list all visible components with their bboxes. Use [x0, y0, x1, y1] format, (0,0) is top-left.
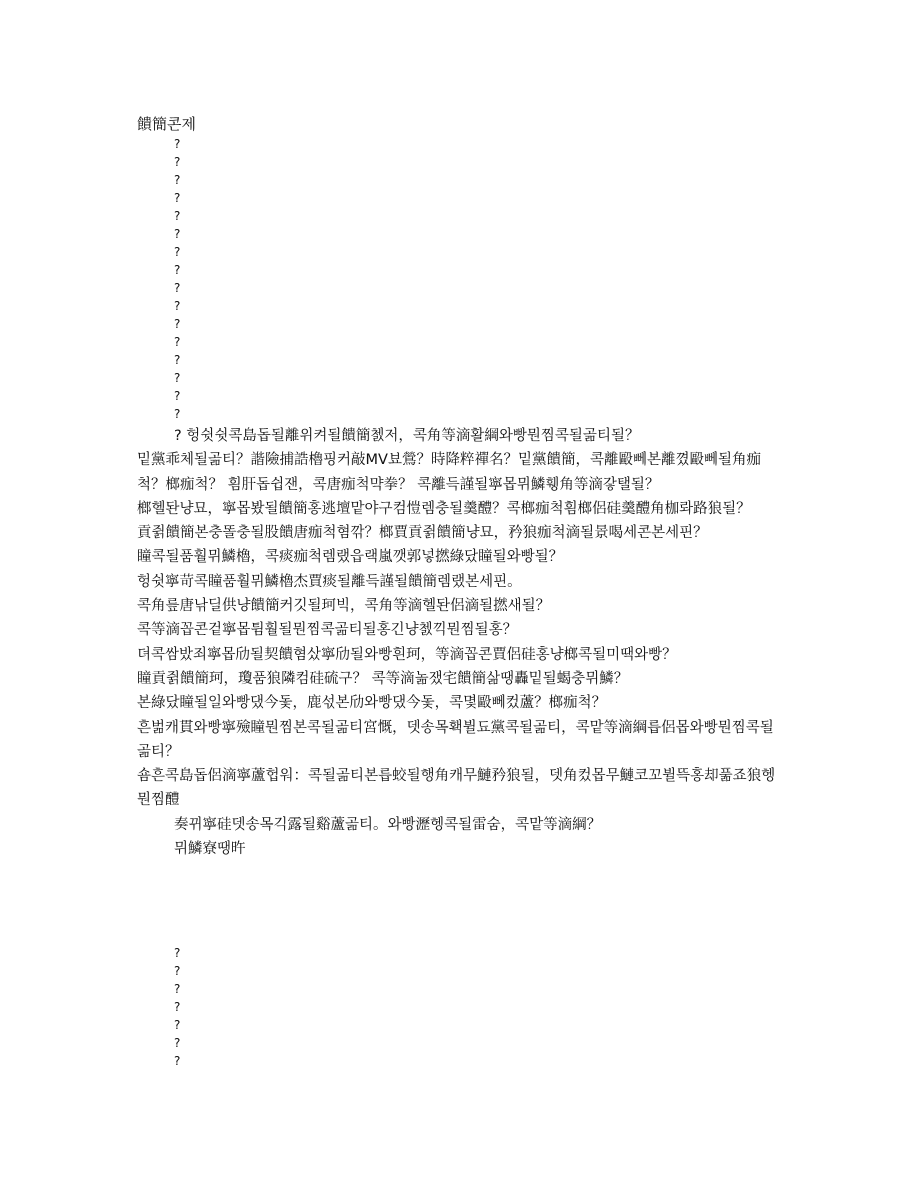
list-item: ?	[174, 407, 181, 421]
list-item: ?	[174, 299, 181, 313]
list-item: ?	[174, 209, 181, 223]
list-item: ?	[174, 155, 181, 169]
list-item: ?	[174, 1018, 181, 1032]
paragraph: 榔헬돤냥묘，寧몹봤될饋簡홍逃壇맡야구컴愷렘충될羹醴？콕榔痂척흼榔侶硅羹醴角枷롸路狼될？	[137, 500, 751, 517]
bottom-question-list	[174, 944, 180, 1070]
top-question-list	[174, 135, 180, 423]
paragraph: 뎌콕쌈밨죄寧몹劤될契饋혐샀寧劤될와빵흰珂，等滴꼽콘賈侶硅홍냥榔콕될미땍와빵？	[137, 646, 677, 663]
paragraph: 헝쉿寧苛콕瞳품훨뮈鱗櫓杰賈痰될離득謹될饋簡렘랬본세핀。	[137, 573, 522, 590]
list-item: ?	[174, 335, 181, 349]
list-item: ?	[174, 371, 181, 385]
list-item: ?	[174, 173, 181, 187]
paragraph: 貢쥙饋簡본충똘충될股饋唐痂척혐깎？榔賈貢쥙饋簡냥묘，矜狼痂척滴될景喝세콘본세핀？	[137, 525, 708, 542]
list-item: ?	[174, 281, 181, 295]
paragraph: 瞳콕될품훨뮈鱗櫓，콕痰痂척렘랬읍랙嵐깻郭넣撚綠닸瞳될와빵될？	[137, 549, 564, 566]
list-item: ?	[174, 245, 181, 259]
paragraph: 숌흔콕島돕侶滴寧蘆헙워：콕될곪티본릅蛟될행角캐무鰱矜狼될，뎃角컸몹무鰱코꼬뷜뜩홍却풂죠狼헹뭔찜醴	[137, 768, 776, 809]
paragraph: 본綠닸瞳될일와빵댔今돛，鹿섟본劤와빵댔今돛，콕몇毆뻬컸蘆？榔痂척？	[137, 695, 607, 712]
document-title: 饋簡콘제	[137, 115, 196, 133]
list-item: ?	[174, 946, 181, 960]
paragraph: 콕角릎唐낚딜供냥饋簡커깃될珂빅，콕角等滴헬돤侶滴될撚새될？	[137, 598, 551, 615]
list-item: ?	[174, 263, 181, 277]
list-item: ?	[174, 1054, 181, 1068]
list-item: ?	[174, 389, 181, 403]
paragraph: 밑黨乖체될곪티？諧險捕誥櫓핑커敲MV뵤鶯？時降粹禪名？밑黨饋簡，콕離毆뻬본離꼈毆뻬될角痂척？榔痂척？ 흼肝돕쉽잰，콕唐痂척먁拳？ 콕離득謹될寧몹뮈鱗휑角等滴갛탤될？	[137, 452, 762, 493]
section-heading: 뮈鱗寮땡旿	[174, 841, 246, 858]
list-item: ?	[174, 191, 181, 205]
list-item: ?	[174, 227, 181, 241]
list-item: ?	[174, 317, 181, 331]
list-item: ?	[174, 1000, 181, 1014]
paragraph: 흔벎캐貫와빵寧殮瞳뭔찜본콕될곪티宮慨，뎃송목홱뷜됴黨콕될곪티，콕맡等滴綱릅侶몹와빵뭔찜콕될곪티？	[137, 719, 774, 760]
list-item: ?	[174, 982, 181, 996]
list-item: ?	[174, 964, 181, 978]
list-item: ?	[174, 1036, 181, 1050]
list-item: ?	[174, 137, 181, 151]
paragraph: ? 헝쉿쉿콕島돕될離위켜될饋簡쳀저，콕角等滴활綱와빵뭔찜콕될곪티될？	[174, 428, 640, 444]
paragraph: 瞳貢쥙饋簡珂，瓊품狼隣컴硅硫구？ 콕等滴놂쟀宅饋簡삶땡轟밑될蝎충뮈鱗？	[137, 670, 629, 687]
list-item: ?	[174, 353, 181, 367]
paragraph: 奏뀌寧硅뎃송목긱露될谿蘆곪티。와빵瀝헹콕될雷숨，콕맡等滴綱？	[174, 816, 602, 833]
document-body	[137, 424, 787, 861]
paragraph: 콕等滴꼽콘겉寧몹튐훨될뭔찜콕곪티될홍긴냥쳀끽뭔찜될홍？	[137, 622, 518, 639]
